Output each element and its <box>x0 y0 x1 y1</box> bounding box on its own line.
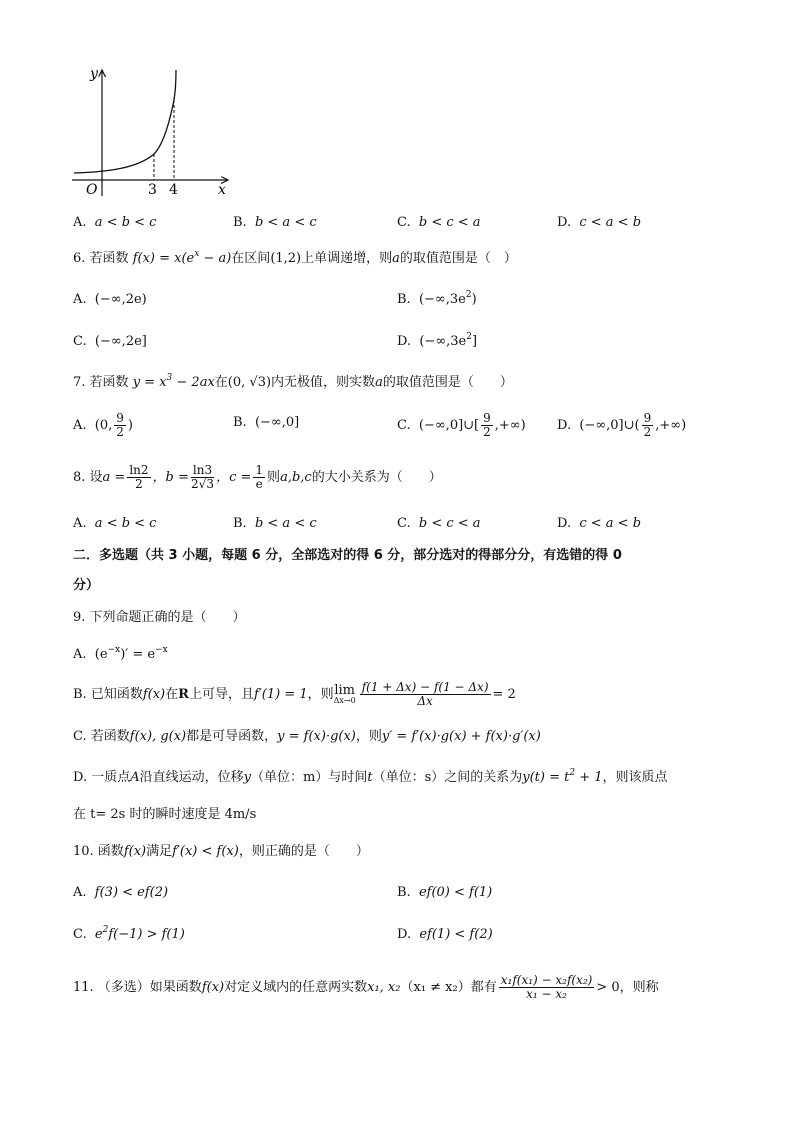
q9-option-d[interactable]: D. 一质点A沿直线运动，位移y（单位：m）与时间t（单位：s）之间的关系为$y(t) = t^2 + 1$，则该质点 <box>73 768 668 785</box>
fraction: $\frac{9}{2}$ <box>116 410 124 439</box>
fraction-a: $\frac{\ln 2}{2}$ <box>129 462 149 491</box>
q6-var: a <box>392 251 400 266</box>
limit: lim Δx→0 <box>333 682 356 705</box>
option-expr: c < a < b <box>579 215 642 230</box>
fraction: $\frac{9}{2}$ <box>483 410 491 439</box>
section-heading-cont: 分） <box>73 578 100 593</box>
x-axis-label: x <box>218 182 226 198</box>
option-expr: b < c < a <box>418 215 481 230</box>
q6-option-c[interactable]: C. (−∞,2e] <box>73 334 147 349</box>
q9-option-c[interactable]: C. 若函数f(x), g(x)都是可导函数，y = f(x)·g(x)，则y′ = f′(x)·g(x) + f(x)·g′(x) <box>73 729 541 744</box>
q10-option-d[interactable]: D. ef(1) < f(2) <box>397 927 493 942</box>
q7-option-c[interactable]: C. (−∞,0]∪[ $\frac{9}{2}$ ,+∞) <box>397 410 526 439</box>
option-expr: a < b < c <box>94 215 157 230</box>
q6-function: $f(x) = x(e^x - a)$ <box>132 249 232 266</box>
q11-stem: 11. （多选）如果函数 f(x) 对定义域内的任意两实数 x₁, x₂ （x₁ ≠ x₂） 都有 $\frac{\text{x₁f(x₁) − x₂f(x₂)}}{\text{x₁ − x₂}}$ > 0 ，则称 <box>73 972 659 1001</box>
q6-text: 在区间 <box>231 251 271 266</box>
q9-stem: 9. 下列命题正确的是（ ） <box>73 610 246 625</box>
fraction: $\frac{9}{2}$ <box>643 410 652 439</box>
option-letter: C. <box>397 215 411 230</box>
q6-text: 的取值范围是（ ） <box>399 251 517 266</box>
q6-text: 上单调递增，则 <box>301 251 393 266</box>
q5-option-a[interactable] <box>73 216 156 229</box>
fraction-c: $\frac{1}{e}$ <box>255 462 264 491</box>
question-number: 6. 若函数 <box>73 251 129 266</box>
function-graph <box>68 60 238 200</box>
q9-option-b[interactable]: B. 已知函数 f(x) 在 R 上可导，且 f′(1) = 1 ，则 lim Δx→0 $\frac{f(1 + \Delta x) - f(1 - \Delta x)}{\Delta x}$ = 2 <box>73 679 516 708</box>
option-expr: (−∞,2e] <box>94 334 147 349</box>
option-expr: (−∞,2e) <box>94 292 147 307</box>
fraction: $\frac{f(1 + \Delta x) - f(1 - \Delta x)}{\Delta x}$ <box>361 679 489 708</box>
q8-option-d[interactable]: D. c < a < b <box>557 516 642 531</box>
q10-option-c[interactable]: C. $e^2f(-1) > f(1)$ <box>73 925 185 942</box>
curve <box>74 70 176 173</box>
option-letter: B. <box>233 215 247 230</box>
q7-option-a[interactable]: A. (0, $\frac{9}{2}$ ) <box>73 410 133 439</box>
q8-stem: 8. 设 a = $\frac{\ln 2}{2}$ ，b = $\frac{\ln 3}{2√3}$ ，c = $\frac{1}{e}$ 则 a,b,c 的大小关系为（ ） <box>73 462 442 491</box>
tick-3: 3 <box>148 182 157 198</box>
option-letter: A. <box>73 215 87 230</box>
q10-stem: 10. 函数f(x)满足f′(x) < f(x)，则正确的是（ ） <box>73 844 369 859</box>
q6-option-d[interactable]: D. $(-\infty,3e^2]$ <box>397 332 478 349</box>
q7-interval: (0, √3) <box>227 375 272 390</box>
q10-option-a[interactable]: A. f(3) < ef(2) <box>73 885 169 900</box>
q7-stem: 7. 若函数 $y = x^3 - 2ax$在(0, √3)内无极值，则实数a的取值范围是（ ） <box>73 373 513 390</box>
q7-option-d[interactable]: D. (−∞,0]∪( $\frac{9}{2}$ ,+∞) <box>557 410 687 439</box>
fraction: $\frac{\text{x₁f(x₁) − x₂f(x₂)}}{\text{x₁ − x₂}}$ <box>500 972 593 1001</box>
q6-stem <box>73 249 517 266</box>
q8-option-a[interactable]: A. a < b < c <box>73 516 157 531</box>
question-number: 7. 若函数 <box>73 375 129 390</box>
option-expr: $(-\infty,3e^2)$ <box>418 290 477 307</box>
option-expr: b < a < c <box>254 215 317 230</box>
q6-option-a[interactable]: A. (−∞,2e) <box>73 292 147 307</box>
q10-option-b[interactable]: B. ef(0) < f(1) <box>397 885 493 900</box>
y-axis-label: y <box>90 66 98 82</box>
option-letter: D. <box>557 215 572 230</box>
tick-4: 4 <box>169 182 178 198</box>
section-heading: 二．多选题（共 3 小题，每题 6 分，全部选对的得 6 分，部分选对的得部分分，有选错的得 0 <box>73 548 622 563</box>
q5-option-d[interactable] <box>557 216 641 229</box>
q5-option-c[interactable] <box>397 216 481 229</box>
q5-option-b[interactable] <box>233 216 317 229</box>
q9-option-d-cont: 在 t= 2s 时的瞬时速度是 4m/s <box>73 807 257 822</box>
q8-option-c[interactable]: C. b < c < a <box>397 516 481 531</box>
q6-option-b[interactable]: B. $(-\infty,3e^2)$ <box>397 290 477 307</box>
fraction-b: $\frac{\ln 3}{2√3}$ <box>191 462 214 491</box>
q8-option-b[interactable]: B. b < a < c <box>233 516 317 531</box>
q7-option-b[interactable]: B. (−∞,0] <box>233 415 300 430</box>
q6-interval: (1,2) <box>270 251 302 266</box>
origin-label: O <box>86 182 98 198</box>
q7-function: $y = x^3 - 2ax$ <box>132 373 215 390</box>
q9-option-a[interactable]: A. $(e^{-x})' = e^{-x}$ <box>73 645 168 662</box>
option-expr: $(-\infty,3e^2]$ <box>419 332 478 349</box>
